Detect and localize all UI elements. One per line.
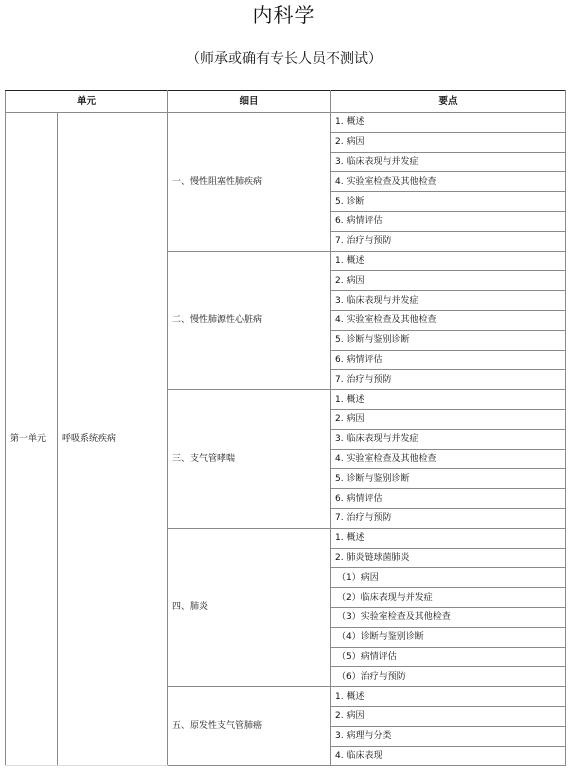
point-cell: 1. 概述: [331, 687, 566, 707]
point-cell: 7. 治疗与预防: [331, 231, 566, 251]
point-cell: 3. 临床表现与并发症: [331, 291, 566, 311]
point-cell: 3. 病理与分类: [331, 726, 566, 746]
syllabus-table: [5, 90, 566, 766]
point-cell: 4. 实验室检查及其他检查: [331, 172, 566, 192]
page-subtitle: （师承或确有专长人员不测试）: [186, 51, 382, 67]
detail-cell: 五、原发性支气管肺癌: [168, 687, 331, 766]
point-cell: 3. 临床表现与并发症: [331, 429, 566, 449]
point-cell: 1. 概述: [331, 113, 566, 133]
point-cell: （3）实验室检查及其他检查: [331, 607, 566, 627]
table-body: [6, 113, 566, 766]
detail-cell: 二、慢性肺源性心脏病: [168, 251, 331, 390]
point-cell: 1. 概述: [331, 528, 566, 548]
unit-name-cell: 第一单元: [6, 113, 58, 766]
point-cell: 4. 临床表现: [331, 746, 566, 766]
unit-subject-cell: 呼吸系统疾病: [58, 113, 168, 766]
point-cell: （4）诊断与鉴别诊断: [331, 627, 566, 647]
point-cell: （2）临床表现与并发症: [331, 588, 566, 608]
point-cell: （1）病因: [331, 568, 566, 588]
detail-cell: 四、肺炎: [168, 528, 331, 686]
point-cell: 4. 实验室检查及其他检查: [331, 310, 566, 330]
point-cell: 6. 病情评估: [331, 489, 566, 509]
table-row: [6, 113, 566, 133]
point-cell: 3. 临床表现与并发症: [331, 152, 566, 172]
point-cell: （6）治疗与预防: [331, 667, 566, 687]
point-cell: 2. 病因: [331, 409, 566, 429]
point-cell: 7. 治疗与预防: [331, 370, 566, 390]
table-header-row: [6, 91, 566, 113]
point-cell: 4. 实验室检查及其他检查: [331, 449, 566, 469]
point-cell: 1. 概述: [331, 390, 566, 410]
header-points: 要点: [331, 91, 566, 113]
point-cell: 2. 肺炎链球菌肺炎: [331, 548, 566, 568]
point-cell: 1. 概述: [331, 251, 566, 271]
detail-cell: 三、支气管哮喘: [168, 390, 331, 529]
point-cell: 2. 病因: [331, 706, 566, 726]
point-cell: 6. 病情评估: [331, 350, 566, 370]
point-cell: 6. 病情评估: [331, 211, 566, 231]
detail-cell: 一、慢性阻塞性肺疾病: [168, 113, 331, 252]
header-unit: 单元: [6, 91, 168, 113]
point-cell: 5. 诊断: [331, 192, 566, 212]
point-cell: （5）病情评估: [331, 647, 566, 667]
page-title: 内科学: [252, 3, 316, 27]
point-cell: 5. 诊断与鉴别诊断: [331, 469, 566, 489]
point-cell: 2. 病因: [331, 271, 566, 291]
point-cell: 7. 治疗与预防: [331, 508, 566, 528]
point-cell: 2. 病因: [331, 132, 566, 152]
header-detail: 细目: [168, 91, 331, 113]
point-cell: 5. 诊断与鉴别诊断: [331, 330, 566, 350]
